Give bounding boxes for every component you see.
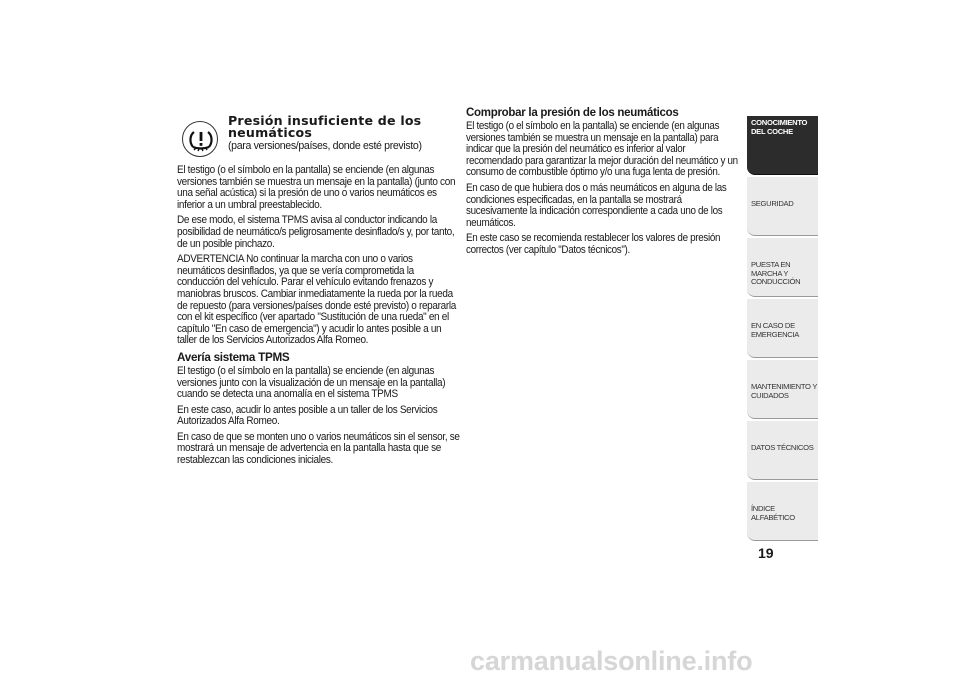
tab-label: CONOCIMIENTO DEL COCHE <box>751 118 808 136</box>
chapter-tabs <box>747 116 818 543</box>
subsection-title: Avería sistema TPMS <box>177 349 290 364</box>
tab-en-caso-de-emergencia[interactable] <box>747 299 818 358</box>
tab-label: SEGURIDAD <box>751 199 794 208</box>
tab-label: EN CASO DE EMERGENCIA <box>751 321 800 339</box>
tab-label: DATOS TÉCNICOS <box>751 443 814 452</box>
tpms-warning-icon <box>182 121 218 157</box>
tab-puesta-en-marcha[interactable] <box>747 238 818 297</box>
paragraph: En caso de que se monten uno o varios neumáticos sin el sensor, se mostrará un mensaje de advertencia en la pantalla hasta que se restablezcan las condiciones iniciales. <box>177 430 460 467</box>
tab-datos-tecnicos[interactable] <box>747 421 818 480</box>
paragraph: En este caso se recomienda restablecer los valores de presión correctos (ver capítulo "Datos técnicos"). <box>466 232 721 256</box>
tab-indice-alfabetico[interactable] <box>747 482 818 541</box>
paragraph: De ese modo, el sistema TPMS avisa al conductor indicando la posibilidad de neumático/s peligrosamente desinflado/s y, por tanto, de un posible pinchazo. <box>177 214 455 250</box>
paragraph: En este caso, acudir lo antes posible a un taller de los Servicios Autorizados Alfa Romeo. <box>177 403 438 428</box>
watermark: carmanualsonline.info <box>470 646 753 676</box>
tab-seguridad[interactable] <box>747 177 818 236</box>
subsection-title: Comprobar la presión de los neumáticos <box>466 105 679 119</box>
paragraph: El testigo (o el símbolo en la pantalla) se enciende (en algunas versiones junto con la visualización de un mensaje en la pantalla) cuando se detecta una anomalía en el sistema TPMS <box>177 364 446 401</box>
left-column <box>177 165 460 471</box>
right-column <box>466 106 739 261</box>
section-title: Presión insuficiente de los neumáticos <box>228 113 422 140</box>
tab-conocimiento-del-coche[interactable] <box>747 116 818 175</box>
tab-label: MANTENIMIENTO Y CUIDADOS <box>751 382 817 400</box>
paragraph: El testigo (o el símbolo en la pantalla) se enciende (en algunas versiones también se muestra un mensaje en la pantalla) (junto con una señal acústica) si la presión de uno o varios neumáticos es inferior a un umbral preestablecido. <box>177 164 456 211</box>
tab-label: PUESTA EN MARCHA Y CONDUCCIÓN <box>751 260 801 287</box>
tab-label: ÍNDICE ALFABÉTICO <box>751 504 795 522</box>
paragraph: En caso de que hubiera dos o más neumáticos en alguna de las condiciones especificadas, en la pantalla se mostrará sucesivamente la indicación correspondiente a cada uno de los neumáticos. <box>466 181 727 229</box>
section-subtitle: (para versiones/países, donde esté previsto) <box>228 140 422 152</box>
paragraph: El testigo (o el símbolo en la pantalla) se enciende (en algunas versiones también se muestra un mensaje en la pantalla) para indicar que la presión del neumático es inferior al valor recomendado para garantizar la mejor duración del neumático y un consumo de combustible óptimo y/o una fuga lenta de presión. <box>466 120 738 179</box>
page-number: 19 <box>758 545 774 561</box>
tab-mantenimiento[interactable] <box>747 360 818 419</box>
warning-paragraph: ADVERTENCIA No continuar la marcha con uno o varios neumáticos desinflados, ya que se vería comprometida la conducción del vehículo. Parar el vehículo evitando frenazos y maniobras bruscos. Cambiar inmediatamente la rueda por la rueda de repuesto (para versiones/países donde esté previsto) o repararla con el kit específico (ver apartado "Sustitución de una rueda" en el capítulo "En caso de emergencia") y acudir lo antes posible a un taller de los Servicios Autorizados Alfa Romeo. <box>177 253 456 347</box>
